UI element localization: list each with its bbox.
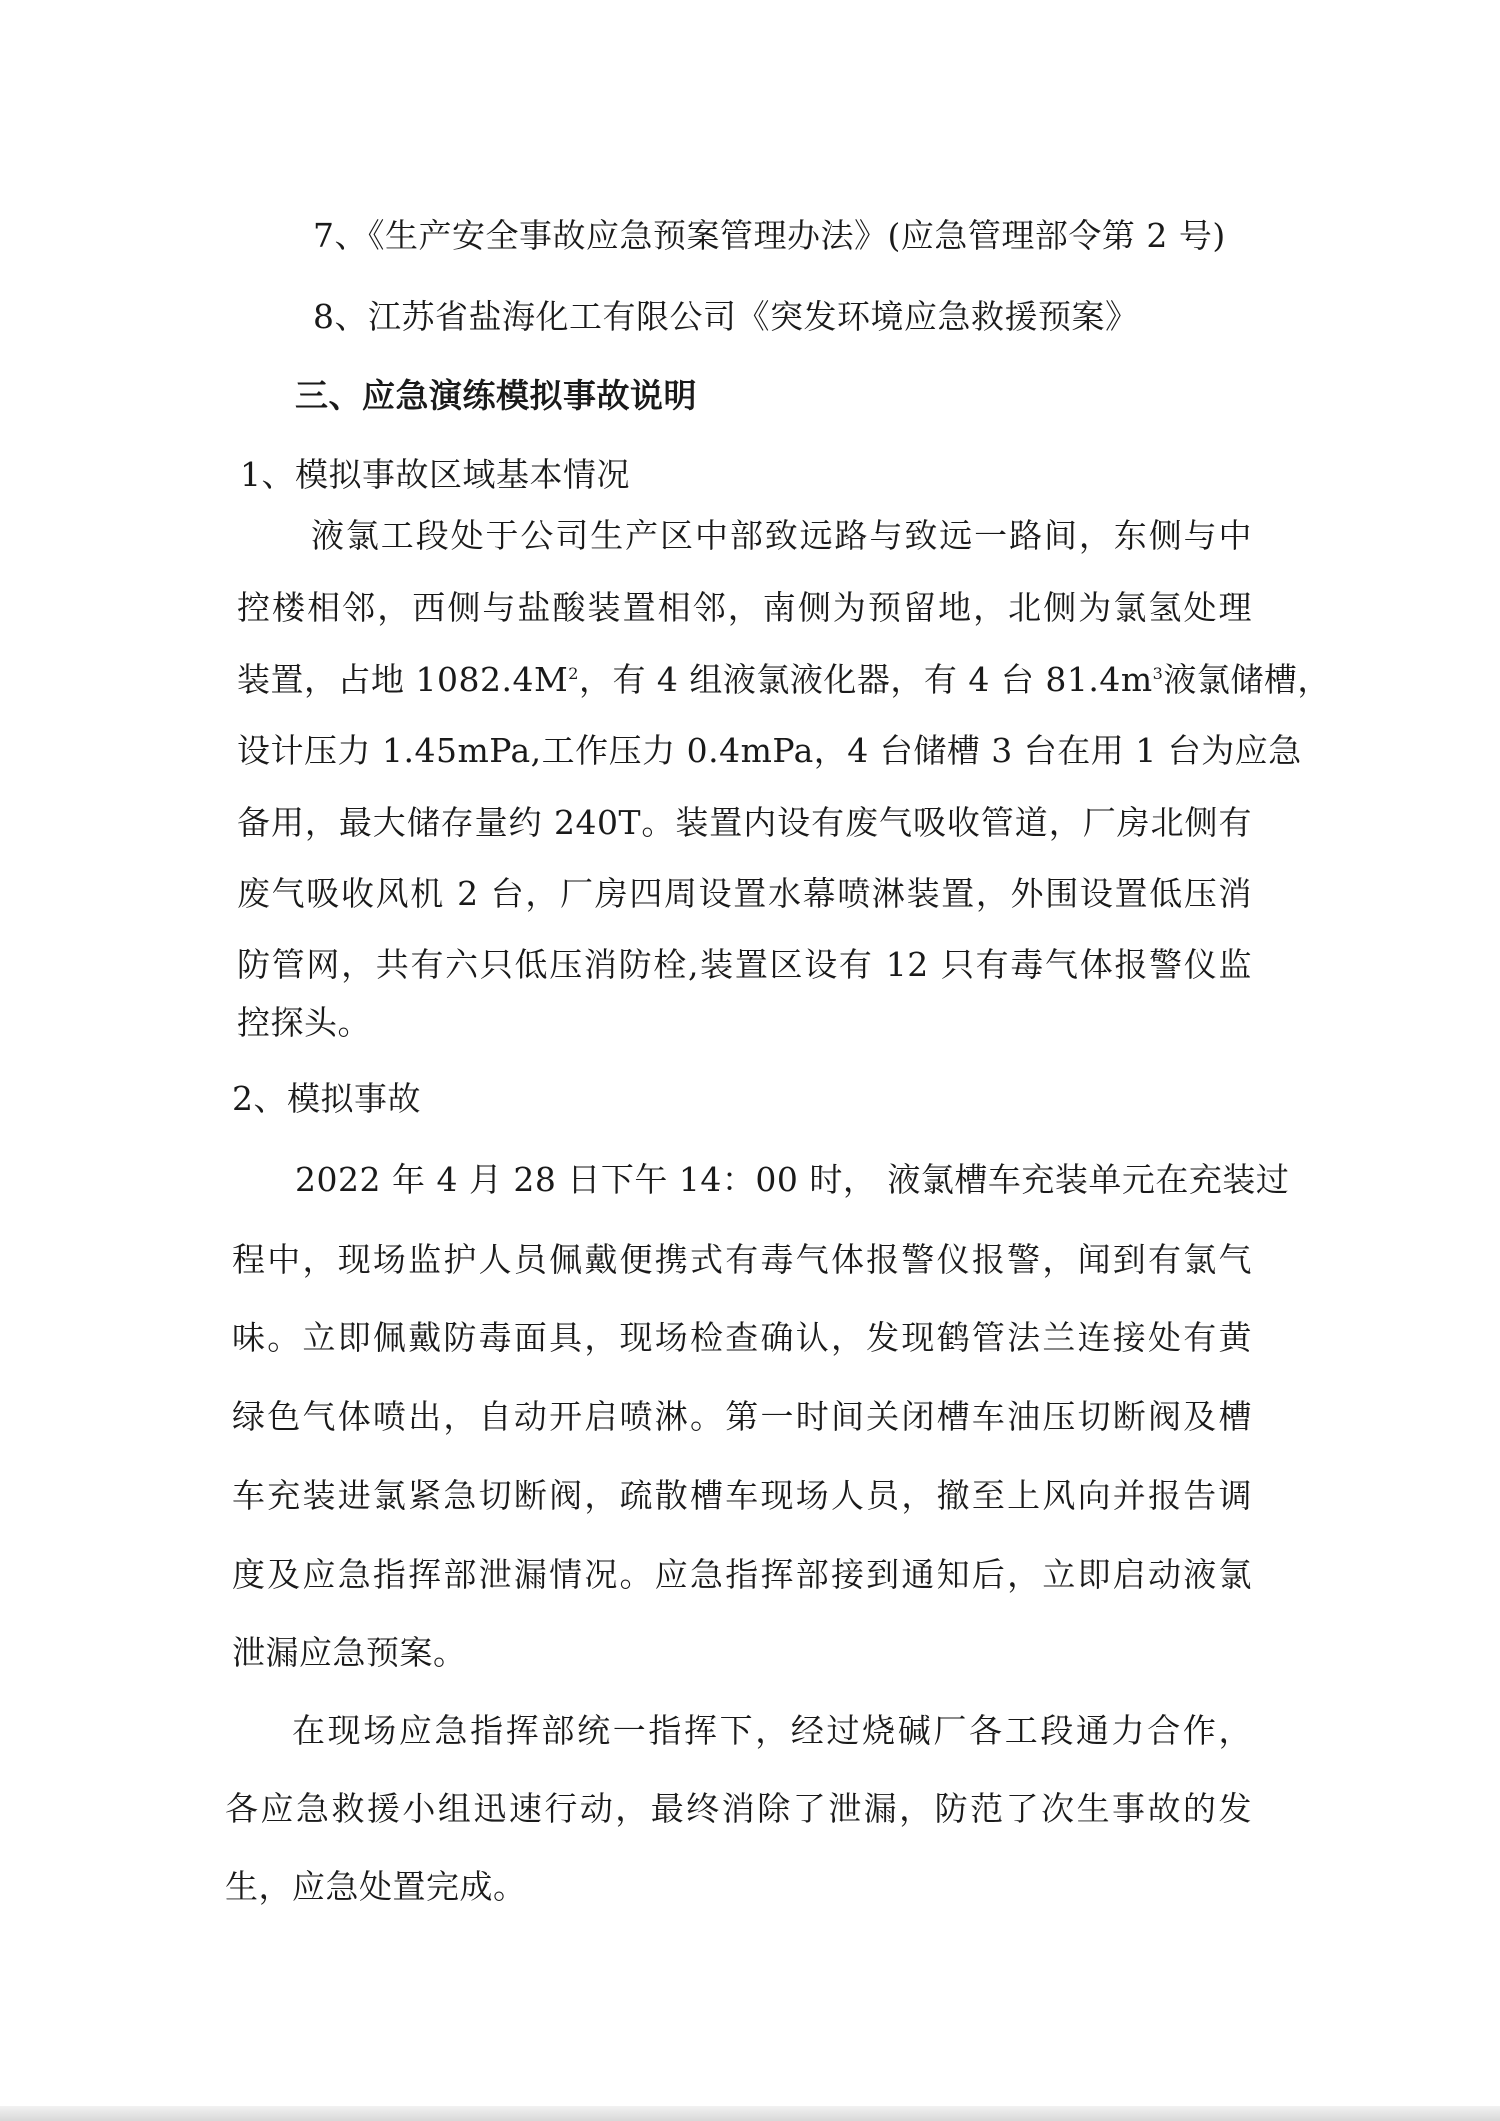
para3-line-2: 各应急救援小组迅速行动，最终消除了泄漏，防范了次生事故的发 (225, 1789, 1252, 1828)
para1-line-1: 液氯工段处于公司生产区中部致远路与致远一路间，东侧与中 (311, 516, 1252, 555)
para2-line-4: 绿色气体喷出，自动开启喷淋。第一时间关闭槽车油压切断阀及槽 (232, 1397, 1252, 1436)
para1-line-8: 控探头。 (237, 1003, 371, 1042)
para1-line-4: 设计压力 1.45mPa,工作压力 0.4mPa，4 台储槽 3 台在用 1 台为应急 (237, 731, 1302, 770)
para2-line-2: 程中，现场监护人员佩戴便携式有毒气体报警仪报警，闻到有氯气 (232, 1240, 1252, 1279)
para2-line-1: 2022 年 4 月 28 日下午 14：00 时， 液氯槽车充装单元在充装过 (295, 1160, 1290, 1199)
para2-line-3: 味。立即佩戴防毒面具，现场检查确认，发现鹤管法兰连接处有黄 (232, 1318, 1252, 1357)
para1-line-7: 防管网，共有六只低压消防栓,装置区设有 12 只有毒气体报警仪监 (237, 945, 1252, 984)
para1-line-2: 控楼相邻，西侧与盐酸装置相邻，南侧为预留地，北侧为氯氢处理 (237, 588, 1252, 627)
legal-basis-item-8: 8、江苏省盐海化工有限公司《突发环境应急救援预案》 (313, 297, 1139, 336)
para2-line-6: 度及应急指挥部泄漏情况。应急指挥部接到通知后，立即启动液氯 (232, 1555, 1252, 1594)
para2-line-7: 泄漏应急预案。 (232, 1633, 467, 1672)
para1-line-3: 装置，占地 $1082.4M^2$，有 4 组液氯液化器，有 4 台 $81.4m^3$液氯储槽， (237, 660, 1331, 699)
area-unit-superscript: 2 (568, 664, 579, 683)
scan-edge (0, 2106, 1500, 2121)
para1-line-6: 废气吸收风机 2 台，厂房四周设置水幕喷淋装置，外围设置低压消 (237, 874, 1252, 913)
volume-unit-superscript: 3 (1152, 664, 1164, 683)
legal-basis-item-7: 7、《生产安全事故应急预案管理办法》(应急管理部令第 2 号) (313, 216, 1226, 255)
subsection-title-1: 1、模拟事故区域基本情况 (240, 455, 630, 494)
para2-line-5: 车充装进氯紧急切断阀，疏散槽车现场人员，撤至上风向并报告调 (232, 1476, 1252, 1515)
section-heading: 三、应急演练模拟事故说明 (295, 376, 697, 415)
para3-line-3: 生，应急处置完成。 (225, 1867, 527, 1906)
para1-line-5: 备用，最大储存量约 240T。装置内设有废气吸收管道，厂房北侧有 (237, 803, 1252, 842)
subsection-title-2: 2、模拟事故 (232, 1079, 421, 1118)
para3-line-1: 在现场应急指挥部统一指挥下，经过烧碱厂各工段通力合作， (292, 1711, 1252, 1750)
